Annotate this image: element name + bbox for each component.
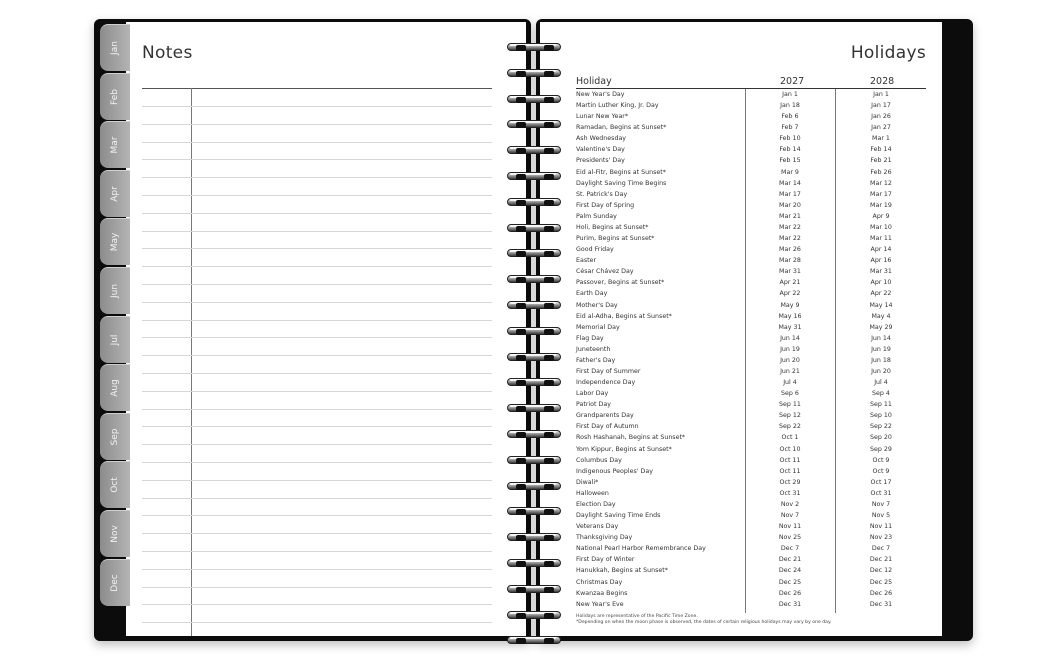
holiday-name: Presidents' Day	[576, 157, 625, 165]
holiday-name: Memorial Day	[576, 323, 620, 331]
holiday-name: Palm Sunday	[576, 212, 617, 220]
holiday-date-2028: Oct 17	[870, 478, 892, 486]
footnote-moon-phase: *Depending on when the moon phase is observed, the dates of certain religious holidays may vary by one day.	[576, 620, 832, 625]
month-tab-jul[interactable]	[100, 316, 130, 363]
holiday-date-2027: Sep 6	[781, 390, 799, 398]
holiday-date-2028: Sep 11	[870, 401, 892, 409]
holiday-row	[576, 421, 926, 432]
spiral-coil	[500, 221, 570, 237]
month-tab-label: Dec	[110, 573, 120, 592]
holiday-date-2027: Dec 26	[778, 589, 802, 597]
note-line	[142, 266, 492, 267]
holiday-name: Holi, Begins at Sunset*	[576, 223, 649, 231]
holiday-date-2027: Mar 22	[779, 235, 801, 243]
note-line	[142, 159, 492, 160]
holiday-date-2028: May 29	[869, 323, 893, 331]
holiday-row	[576, 178, 926, 189]
holiday-name: Ash Wednesday	[576, 135, 627, 143]
holiday-row	[576, 388, 926, 399]
note-line	[142, 551, 492, 552]
holiday-row	[576, 554, 926, 565]
spiral-coil	[500, 633, 570, 649]
holiday-name: Purim, Begins at Sunset*	[576, 235, 655, 243]
month-tab-jun[interactable]	[100, 267, 130, 314]
holiday-date-2028: Dec 7	[871, 545, 891, 553]
holiday-row	[576, 366, 926, 377]
spiral-coil	[500, 40, 570, 56]
holiday-row	[576, 311, 926, 322]
holiday-date-2027: Nov 7	[780, 512, 800, 520]
month-tab-oct[interactable]	[100, 461, 130, 508]
holiday-date-2028: Apr 14	[870, 246, 892, 254]
holiday-row	[576, 111, 926, 122]
holiday-date-2027: Mar 14	[779, 179, 801, 187]
month-tab-label: Mar	[110, 136, 120, 154]
holiday-name: Passover, Begins at Sunset*	[576, 279, 665, 287]
holiday-name: César Chávez Day	[576, 268, 634, 276]
month-tab-label: Jan	[110, 41, 120, 55]
holiday-date-2028: Apr 16	[870, 257, 892, 265]
holiday-row	[576, 167, 926, 178]
holiday-name: Yom Kippur, Begins at Sunset*	[576, 445, 672, 453]
holiday-date-2027: Dec 24	[778, 567, 802, 575]
holiday-row	[576, 543, 926, 554]
note-line	[142, 106, 492, 107]
month-tab-label: May	[110, 233, 120, 252]
holiday-name: Thanksgiving Day	[576, 534, 633, 542]
month-tab-label: Apr	[110, 186, 120, 202]
holiday-date-2028: Jan 26	[871, 113, 891, 121]
holiday-row	[576, 577, 926, 588]
holiday-date-2027: Mar 20	[779, 201, 801, 209]
holiday-row	[576, 599, 926, 610]
holiday-name: Grandparents Day	[576, 412, 634, 420]
holiday-name: Easter	[576, 257, 597, 265]
note-line	[142, 337, 492, 338]
holiday-date-2027: May 16	[778, 312, 802, 320]
spiral-coil	[500, 195, 570, 211]
month-tab-label: Oct	[110, 477, 120, 494]
holiday-date-2027: Sep 12	[779, 412, 801, 420]
holiday-date-2027: Apr 21	[779, 279, 801, 287]
holiday-date-2027: May 31	[778, 323, 802, 331]
holiday-date-2028: Jun 14	[871, 334, 891, 342]
month-tab-sep[interactable]	[100, 413, 130, 460]
holiday-date-2028: Sep 29	[870, 445, 892, 453]
month-tab-mar[interactable]	[100, 121, 130, 168]
holiday-name: National Pearl Harbor Remembrance Day	[576, 545, 706, 553]
holiday-date-2028: Sep 20	[870, 434, 892, 442]
holiday-name: Patriot Day	[576, 401, 611, 409]
note-line	[142, 320, 492, 321]
holiday-date-2028: Nov 23	[869, 534, 893, 542]
holiday-row	[576, 499, 926, 510]
spiral-coil	[500, 556, 570, 572]
holiday-row	[576, 333, 926, 344]
note-line	[142, 515, 492, 516]
holiday-date-2028: Sep 4	[872, 390, 890, 398]
holiday-date-2027: Jun 19	[780, 345, 800, 353]
holiday-name: Halloween	[576, 489, 609, 497]
holiday-date-2027: Mar 9	[781, 168, 799, 176]
note-line	[142, 409, 492, 410]
holiday-name: Labor Day	[576, 390, 609, 398]
notes-margin-rule	[191, 88, 192, 636]
holiday-date-2027: Oct 1	[781, 434, 799, 442]
note-line	[142, 231, 492, 232]
holidays-title: Holidays	[850, 43, 926, 63]
holiday-row	[576, 89, 926, 100]
note-line	[142, 177, 492, 178]
spiral-coil	[500, 117, 570, 133]
spiral-coil	[500, 504, 570, 520]
holiday-row	[576, 200, 926, 211]
month-tab-apr[interactable]	[100, 170, 130, 217]
holiday-date-2027: Oct 29	[779, 478, 801, 486]
holiday-date-2028: Oct 31	[870, 489, 892, 497]
spiral-coil	[500, 350, 570, 366]
holiday-date-2028: Mar 1	[872, 135, 890, 143]
holiday-row	[576, 288, 926, 299]
spiral-coil	[500, 453, 570, 469]
holiday-row	[576, 477, 926, 488]
note-line	[142, 142, 492, 143]
note-line	[142, 391, 492, 392]
holiday-date-2028: May 14	[869, 301, 893, 309]
note-line	[142, 248, 492, 249]
holiday-date-2028: Nov 7	[871, 500, 891, 508]
month-tab-jan[interactable]	[100, 24, 130, 71]
holiday-name: First Day of Winter	[576, 556, 635, 564]
note-line	[142, 462, 492, 463]
note-line	[142, 480, 492, 481]
holiday-name: Eid al-Adha, Begins at Sunset*	[576, 312, 672, 320]
holiday-date-2028: Nov 11	[869, 523, 893, 531]
holiday-row	[576, 100, 926, 111]
holiday-row	[576, 377, 926, 388]
note-line	[142, 355, 492, 356]
holiday-row	[576, 532, 926, 543]
holiday-row	[576, 355, 926, 366]
holiday-name: Lunar New Year*	[576, 113, 629, 121]
holiday-row	[576, 488, 926, 499]
holiday-row	[576, 466, 926, 477]
holiday-row	[576, 510, 926, 521]
holiday-date-2028: Mar 12	[870, 179, 892, 187]
notes-header-rule	[142, 88, 492, 89]
spiral-coil	[500, 401, 570, 417]
footnote-timezone: Holidays are representative of the Pacific Time Zone.	[576, 614, 698, 619]
spiral-coil	[500, 479, 570, 495]
holiday-date-2028: Jun 20	[871, 368, 891, 375]
note-line	[142, 426, 492, 427]
year2-column-header: 2028	[870, 76, 895, 87]
note-line	[142, 587, 492, 588]
spiral-coil	[500, 530, 570, 546]
holiday-row	[576, 255, 926, 266]
holiday-date-2028: Dec 21	[869, 556, 893, 564]
month-tab-label: Feb	[110, 88, 120, 105]
holiday-name: Rosh Hashanah, Begins at Sunset*	[576, 434, 686, 442]
holiday-row	[576, 133, 926, 144]
holiday-date-2028: Mar 17	[870, 190, 892, 198]
holiday-row	[576, 122, 926, 133]
spiral-coil	[500, 92, 570, 108]
spiral-coil	[500, 324, 570, 340]
holiday-date-2028: Dec 25	[869, 578, 893, 586]
holiday-date-2028: Jan 1	[873, 91, 889, 98]
holiday-date-2027: Feb 6	[781, 113, 799, 121]
holiday-name: Father's Day	[576, 356, 616, 364]
holiday-row	[576, 521, 926, 532]
holiday-date-2027: Oct 11	[779, 456, 801, 464]
holiday-name: First Day of Spring	[576, 201, 635, 209]
holiday-name: Valentine's Day	[576, 146, 625, 154]
holiday-row	[576, 588, 926, 599]
holiday-date-2027: Jan 1	[782, 91, 798, 98]
holiday-row	[576, 222, 926, 233]
month-tab-label: Nov	[110, 525, 120, 543]
holiday-date-2027: Jun 14	[780, 334, 800, 342]
holiday-date-2027: Dec 25	[778, 578, 802, 586]
holiday-row	[576, 189, 926, 200]
note-line	[142, 498, 492, 499]
holiday-name: Daylight Saving Time Ends	[576, 512, 661, 520]
holiday-date-2027: Sep 11	[779, 401, 801, 409]
holiday-date-2027: Nov 11	[778, 523, 802, 531]
notes-page	[126, 22, 526, 636]
holiday-row	[576, 211, 926, 222]
month-tab-label: Jun	[110, 283, 120, 299]
holiday-name: Mother's Day	[576, 301, 618, 309]
holiday-date-2028: Mar 19	[870, 201, 892, 209]
holiday-date-2027: Sep 22	[779, 423, 801, 431]
holiday-row	[576, 144, 926, 155]
holiday-date-2028: Jan 17	[871, 102, 891, 110]
note-line	[142, 284, 492, 285]
holiday-date-2028: Jul 4	[874, 379, 888, 387]
holiday-name: Earth Day	[576, 290, 608, 298]
holiday-row	[576, 322, 926, 333]
holiday-date-2028: May 4	[871, 312, 891, 320]
holiday-date-2028: Feb 26	[870, 168, 892, 176]
month-tab-dec[interactable]	[100, 559, 130, 606]
holiday-name: New Year's Eve	[576, 600, 624, 608]
holiday-date-2027: Oct 11	[779, 467, 801, 475]
holiday-date-2028: Sep 10	[870, 412, 892, 420]
holiday-date-2027: Oct 31	[779, 489, 801, 497]
holiday-name: St. Patrick's Day	[576, 190, 628, 198]
holiday-date-2027: Mar 31	[779, 268, 801, 276]
holiday-date-2027: Nov 25	[778, 534, 802, 542]
holiday-date-2028: Apr 9	[872, 212, 890, 220]
holiday-date-2027: Mar 28	[779, 257, 801, 265]
holiday-date-2027: Apr 22	[779, 290, 801, 298]
holiday-name: First Day of Autumn	[576, 423, 639, 431]
notes-title: Notes	[142, 43, 193, 63]
holiday-date-2027: Mar 17	[779, 190, 801, 198]
holiday-name: Indigenous Peoples' Day	[576, 467, 653, 475]
spiral-coil	[500, 582, 570, 598]
holiday-date-2027: Oct 10	[779, 445, 801, 453]
holiday-row	[576, 233, 926, 244]
month-tab-aug[interactable]	[100, 364, 130, 411]
holiday-date-2027: Jan 18	[780, 102, 800, 110]
note-line	[142, 195, 492, 196]
holidays-page	[540, 22, 942, 636]
note-line	[142, 124, 492, 125]
spiral-coil	[500, 298, 570, 314]
holiday-column-header: Holiday	[576, 76, 612, 87]
holiday-row	[576, 277, 926, 288]
note-line	[142, 569, 492, 570]
holiday-name: Kwanzaa Begins	[576, 589, 628, 597]
holiday-date-2028: Dec 26	[869, 589, 893, 597]
holiday-date-2027: Jun 20	[780, 356, 800, 364]
holiday-row	[576, 444, 926, 455]
holiday-name: New Year's Day	[576, 91, 625, 98]
holiday-row	[576, 399, 926, 410]
holiday-row	[576, 266, 926, 277]
holiday-date-2028: Nov 5	[871, 512, 891, 520]
holiday-row	[576, 565, 926, 576]
note-line	[142, 213, 492, 214]
holiday-date-2028: Mar 10	[870, 223, 892, 231]
holiday-name: Independence Day	[576, 379, 636, 387]
spiral-binding	[500, 30, 570, 640]
month-tab-nov[interactable]	[100, 510, 130, 557]
holiday-date-2027: Feb 7	[781, 124, 799, 132]
holiday-date-2028: Oct 9	[872, 456, 890, 464]
note-line	[142, 444, 492, 445]
holiday-name: Ramadan, Begins at Sunset*	[576, 124, 667, 132]
holiday-date-2027: Jun 21	[780, 368, 800, 375]
note-line	[142, 604, 492, 605]
spiral-coil	[500, 375, 570, 391]
holiday-date-2028: Apr 10	[870, 279, 892, 287]
holiday-name: Veterans Day	[576, 523, 619, 531]
holiday-date-2027: Mar 21	[779, 212, 801, 220]
spiral-coil	[500, 246, 570, 262]
holiday-date-2028: Jun 19	[871, 345, 891, 353]
holiday-name: Columbus Day	[576, 456, 622, 464]
holiday-date-2027: Nov 2	[780, 500, 800, 508]
holiday-date-2028: Apr 22	[870, 290, 892, 298]
holiday-name: Eid al-Fitr, Begins at Sunset*	[576, 168, 666, 176]
month-tab-label: Aug	[110, 379, 120, 397]
holiday-date-2027: Feb 10	[779, 135, 801, 143]
month-tab-label: Jul	[110, 334, 120, 346]
spiral-coil	[500, 143, 570, 159]
holiday-date-2027: Jul 4	[783, 379, 797, 387]
holiday-date-2028: Sep 22	[870, 423, 892, 431]
holiday-date-2027: Feb 15	[779, 157, 801, 165]
year1-column-header: 2027	[780, 76, 805, 87]
month-tabs	[100, 24, 130, 636]
month-tab-label: Sep	[110, 428, 120, 446]
holiday-name: Juneteenth	[576, 345, 611, 353]
holiday-date-2027: Dec 21	[778, 556, 802, 564]
holiday-date-2027: Dec 31	[778, 600, 802, 608]
holiday-date-2027: Dec 7	[780, 545, 800, 553]
spiral-coil	[500, 66, 570, 82]
holiday-name: First Day of Summer	[576, 368, 641, 375]
holiday-date-2028: Feb 14	[870, 146, 892, 154]
note-line	[142, 373, 492, 374]
holiday-date-2027: Feb 14	[779, 146, 801, 154]
holiday-name: Hanukkah, Begins at Sunset*	[576, 567, 668, 575]
holiday-date-2028: Mar 31	[870, 268, 892, 276]
note-line	[142, 622, 492, 623]
spiral-coil	[500, 169, 570, 185]
month-tab-may[interactable]	[100, 218, 130, 265]
holiday-name: Daylight Saving Time Begins	[576, 179, 667, 187]
holiday-row	[576, 432, 926, 443]
holiday-name: Election Day	[576, 500, 616, 508]
spiral-coil	[500, 608, 570, 624]
holiday-date-2028: Feb 21	[870, 157, 892, 165]
holiday-row	[576, 244, 926, 255]
holiday-date-2027: Mar 22	[779, 223, 801, 231]
holiday-date-2028: Dec 12	[869, 567, 893, 575]
holiday-date-2028: Oct 9	[872, 467, 890, 475]
holiday-date-2028: Jun 18	[871, 356, 891, 364]
holiday-date-2028: Dec 31	[869, 600, 893, 608]
holiday-row	[576, 410, 926, 421]
holiday-date-2027: Mar 26	[779, 246, 801, 254]
holiday-date-2027: May 9	[780, 301, 800, 309]
holiday-name: Flag Day	[576, 334, 604, 342]
holiday-date-2028: Jan 27	[871, 124, 891, 132]
spiral-coil	[500, 272, 570, 288]
note-line	[142, 302, 492, 303]
month-tab-feb[interactable]	[100, 73, 130, 120]
spiral-coil	[500, 427, 570, 443]
holiday-row	[576, 455, 926, 466]
holiday-name: Good Friday	[576, 246, 614, 254]
holiday-row	[576, 344, 926, 355]
note-line	[142, 533, 492, 534]
holiday-date-2028: Mar 11	[870, 235, 892, 243]
holiday-name: Christmas Day	[576, 578, 623, 586]
holiday-name: Martin Luther King, Jr. Day	[576, 102, 659, 110]
holiday-row	[576, 300, 926, 311]
holiday-name: Diwali*	[576, 478, 599, 486]
holiday-row	[576, 155, 926, 166]
